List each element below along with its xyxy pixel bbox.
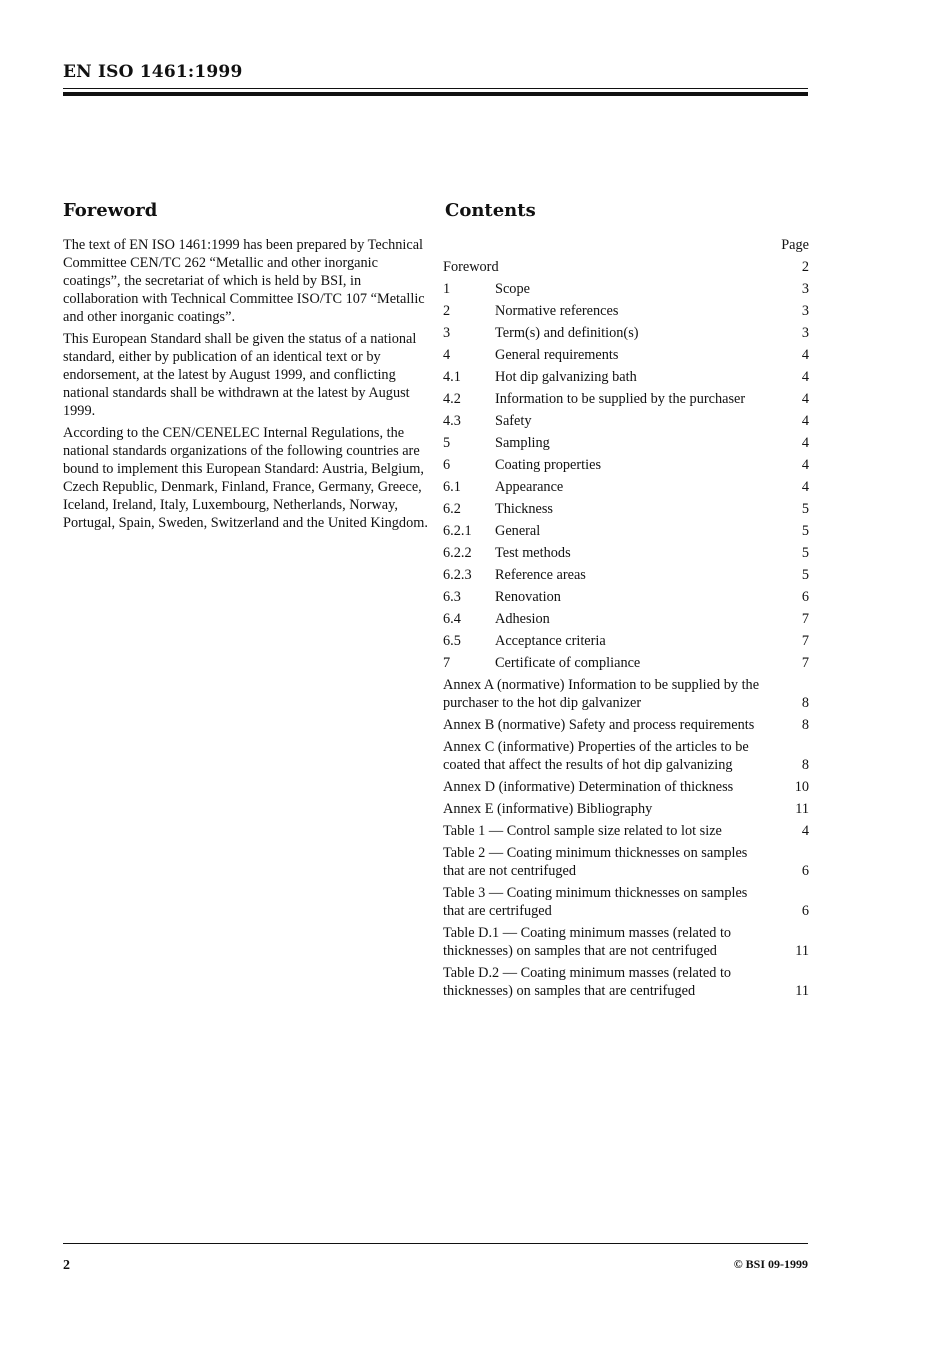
toc-entry-page: 2 <box>801 259 809 275</box>
toc-entry-page: 3 <box>801 281 809 297</box>
toc-entry-title: Thickness <box>495 501 553 517</box>
toc-entry-page: 4 <box>801 391 809 407</box>
toc-entry[interactable] <box>443 588 809 606</box>
toc-entry[interactable] <box>443 632 809 650</box>
toc-entry-title: Appearance <box>495 479 564 495</box>
toc-entry-number: 4 <box>443 347 451 363</box>
toc-entry-number: 1 <box>443 281 451 297</box>
toc-entry-title: General <box>495 523 541 539</box>
toc-entry[interactable] <box>443 844 809 880</box>
toc-entry-title: Scope <box>495 281 530 297</box>
toc-entry[interactable] <box>443 500 809 518</box>
toc-entry-page: 6 <box>801 863 809 879</box>
foreword-heading: Foreword <box>63 200 158 221</box>
toc-entry-number: 7 <box>443 655 451 671</box>
toc-entry[interactable] <box>443 800 809 818</box>
toc-entry-page: 5 <box>801 523 809 539</box>
toc-entry-page: 3 <box>801 303 809 319</box>
toc-entry-page: 5 <box>801 501 809 517</box>
toc-entry-title: Table 3 — Coating minimum thicknesses on samples that are certrifuged <box>443 885 748 919</box>
toc-entry-title: Annex C (informative) Properties of the articles to be coated that affect the results of hot dip galvanizing <box>443 739 749 773</box>
toc-entry-page: 4 <box>801 435 809 451</box>
toc-entry-title: Safety <box>495 413 532 429</box>
toc-entry[interactable] <box>443 324 809 342</box>
toc-entry[interactable] <box>443 280 809 298</box>
toc-entry[interactable] <box>443 346 809 364</box>
toc-entry-title: General requirements <box>495 347 619 363</box>
toc-entry[interactable] <box>443 258 809 276</box>
foreword-paragraph: This European Standard shall be given the status of a national standard, either by publication of an identical text or by endorsement, at the latest by August 1999, and conflicting national standards shall be withdrawn at the latest by August 1999. <box>63 331 417 419</box>
toc-entry[interactable] <box>443 822 809 840</box>
table-of-contents <box>443 236 809 1004</box>
toc-entry[interactable] <box>443 778 809 796</box>
toc-entry-page: 7 <box>801 611 809 627</box>
toc-entry[interactable] <box>443 964 809 1000</box>
toc-entry-page: 4 <box>801 369 809 385</box>
toc-entry-title: Hot dip galvanizing bath <box>495 369 637 385</box>
toc-entry-number: 6.2.1 <box>443 523 472 539</box>
foreword-paragraph: The text of EN ISO 1461:1999 has been prepared by Technical Committee CEN/TC 262 “Metallic and other inorganic coatings”, the secretariat of which is held by BSI, in collaboration with Technical Committee ISO/TC 107 “Metallic and other inorganic coatings”. <box>63 237 425 325</box>
header-rule-thick <box>63 92 808 96</box>
toc-entry-number: 6.2.3 <box>443 567 472 583</box>
toc-entry-page: 5 <box>801 567 809 583</box>
toc-entry-page: 4 <box>801 347 809 363</box>
toc-entry-title: Reference areas <box>495 567 586 583</box>
toc-entry-title: Coating properties <box>495 457 602 473</box>
toc-entry-page: 4 <box>801 479 809 495</box>
foreword-body <box>63 236 428 536</box>
toc-entry-number: 3 <box>443 325 451 341</box>
toc-entry[interactable] <box>443 368 809 386</box>
toc-entry-title: Term(s) and definition(s) <box>495 325 639 341</box>
toc-entry-page: 5 <box>801 545 809 561</box>
toc-entry-number: 6 <box>443 457 451 473</box>
toc-entry[interactable] <box>443 924 809 960</box>
toc-entry-title: Certificate of compliance <box>495 655 641 671</box>
toc-entry[interactable] <box>443 654 809 672</box>
toc-entry[interactable] <box>443 610 809 628</box>
toc-entry[interactable] <box>443 566 809 584</box>
toc-entry[interactable] <box>443 884 809 920</box>
toc-entry-number: 6.3 <box>443 589 461 605</box>
page-number: 2 <box>63 1258 70 1273</box>
toc-entry-number: 5 <box>443 435 451 451</box>
toc-entry-number: 4.1 <box>443 369 461 385</box>
footer-rule <box>63 1243 808 1244</box>
toc-entry-page: 8 <box>801 695 809 711</box>
toc-entry[interactable] <box>443 544 809 562</box>
toc-entry-number: 6.4 <box>443 611 461 627</box>
toc-entry-page: 3 <box>801 325 809 341</box>
page-column-label: Page <box>781 237 809 253</box>
toc-entry-number: 2 <box>443 303 451 319</box>
toc-entry-title: Annex B (normative) Safety and process requirements <box>443 717 755 733</box>
foreword-paragraph: According to the CEN/CENELEC Internal Regulations, the national standards organizations of the following countries are bound to implement this European Standard: Austria, Belgium, Czech Republic, Denmark, Finland, France, Germany, Greece, Iceland, Ireland, Italy, Luxembourg, Netherlands, Norway, Portugal, Spain, Sweden, Switzerland and the United Kingdom. <box>63 425 428 531</box>
toc-entry-title: Acceptance criteria <box>495 633 606 649</box>
toc-entry-page: 11 <box>795 983 809 999</box>
toc-entry-title: Table D.2 — Coating minimum masses (related to thicknesses) on samples that are centrifuged <box>443 965 732 999</box>
toc-entry-title: Table 2 — Coating minimum thicknesses on samples that are not centrifuged <box>443 845 748 879</box>
toc-entry-number: 4.3 <box>443 413 461 429</box>
toc-entry-page: 4 <box>801 413 809 429</box>
toc-entry[interactable] <box>443 302 809 320</box>
toc-entry-page: 4 <box>801 823 809 839</box>
copyright-notice: © BSI 09-1999 <box>733 1257 808 1271</box>
toc-entry-number: 6.2.2 <box>443 545 472 561</box>
toc-entry-number: 6.2 <box>443 501 461 517</box>
toc-entry[interactable] <box>443 478 809 496</box>
toc-entry[interactable] <box>443 434 809 452</box>
document-id: EN ISO 1461:1999 <box>63 62 243 82</box>
toc-entry[interactable] <box>443 522 809 540</box>
toc-entry-page: 8 <box>801 757 809 773</box>
toc-entry[interactable] <box>443 456 809 474</box>
toc-entry-page: 6 <box>801 589 809 605</box>
toc-entry-title: Table D.1 — Coating minimum masses (related to thicknesses) on samples that are not centrifuged <box>443 925 732 959</box>
toc-entry-title: Table 1 — Control sample size related to lot size <box>443 823 722 839</box>
toc-entry-title: Annex D (informative) Determination of thickness <box>443 779 734 795</box>
toc-entry[interactable] <box>443 716 809 734</box>
toc-list <box>443 258 809 1000</box>
toc-entry-title: Annex E (informative) Bibliography <box>443 801 653 817</box>
toc-entry-page: 6 <box>801 903 809 919</box>
toc-entry-title: Sampling <box>495 435 550 451</box>
toc-entry-title: Foreword <box>443 259 499 275</box>
toc-entry-number: 6.5 <box>443 633 461 649</box>
toc-entry-page: 11 <box>795 943 809 959</box>
toc-entry-page: 11 <box>795 801 809 817</box>
contents-heading: Contents <box>445 200 536 221</box>
toc-entry-title: Adhesion <box>495 611 550 627</box>
toc-entry-page: 8 <box>801 717 809 733</box>
toc-entry-title: Renovation <box>495 589 561 605</box>
toc-entry-page: 7 <box>801 655 809 671</box>
toc-entry[interactable] <box>443 676 809 712</box>
toc-entry[interactable] <box>443 412 809 430</box>
toc-entry-page: 10 <box>794 779 809 795</box>
toc-entry-title: Annex A (normative) Information to be supplied by the purchaser to the hot dip galvanizer <box>443 677 760 711</box>
toc-entry-page: 7 <box>801 633 809 649</box>
toc-entry-title: Information to be supplied by the purchaser <box>495 391 746 407</box>
header-rule-thin <box>63 88 808 89</box>
toc-entry[interactable] <box>443 390 809 408</box>
toc-entry-title: Normative references <box>495 303 619 319</box>
toc-entry[interactable] <box>443 738 809 774</box>
toc-entry-title: Test methods <box>495 545 571 561</box>
toc-entry-number: 4.2 <box>443 391 461 407</box>
toc-entry-page: 4 <box>801 457 809 473</box>
toc-entry-number: 6.1 <box>443 479 461 495</box>
